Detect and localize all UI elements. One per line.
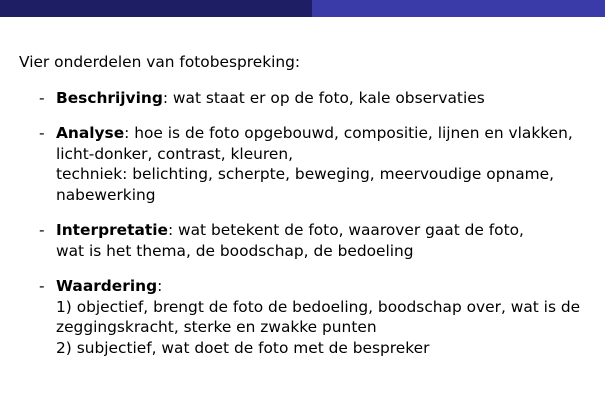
- list-item-analyse: [19, 123, 599, 205]
- list-item-body: [56, 220, 599, 261]
- list-item-term: Analyse: [56, 124, 125, 142]
- list-item-beschrijving: [19, 88, 599, 109]
- bullet-dash: -: [39, 221, 45, 239]
- list-item-waardering: [19, 276, 599, 358]
- list-item-text: : hoe is de foto opgebouwd, compositie, lijnen en vlakken,: [124, 124, 573, 142]
- list-item-text: :: [157, 277, 163, 295]
- list-item-text: : wat staat er op de foto, kale observaties: [162, 88, 485, 107]
- list-item-line: zeggingskracht, sterke en zwakke punten: [56, 318, 377, 336]
- list-item-interpretatie: [19, 220, 599, 261]
- list-item-first-line: [56, 123, 599, 144]
- bullet-dash: -: [39, 88, 45, 107]
- intro-text: Vier onderdelen van fotobespreking:: [19, 53, 301, 71]
- list-item-line: 2) subjectief, wat doet de foto met de bespreker: [56, 338, 430, 357]
- slide-content: [19, 52, 599, 373]
- list-item-body: [56, 88, 599, 109]
- list-item-line: wat is het thema, de boodschap, de bedoeling: [56, 241, 414, 260]
- list-item-term: Interpretatie: [56, 221, 168, 239]
- list-item-text: : wat betekent de foto, waarover gaat de foto,: [167, 221, 524, 239]
- header-bar-left: [0, 0, 312, 17]
- header-bar-right: [312, 0, 605, 17]
- list-item-line: nabewerking: [56, 185, 156, 204]
- list-item-line: licht-donker, contrast, kleuren,: [56, 144, 294, 163]
- list-item-term: Waardering: [56, 277, 158, 295]
- list-item-line: techniek: belichting, scherpte, beweging, meervoudige opname,: [56, 165, 555, 183]
- bullet-dash: -: [39, 124, 45, 142]
- list-item-first-line: [56, 88, 599, 109]
- list-item-first-line: [56, 220, 599, 241]
- list-item-term: Beschrijving: [56, 88, 163, 107]
- list-item-body: [56, 123, 599, 205]
- list-item-body: [56, 276, 599, 358]
- header-bar: [0, 0, 605, 17]
- list-item-first-line: [56, 276, 599, 297]
- list-item-line: 1) objectief, brengt de foto de bedoeling, boodschap over, wat is de: [56, 297, 581, 316]
- bullet-dash: -: [39, 277, 45, 295]
